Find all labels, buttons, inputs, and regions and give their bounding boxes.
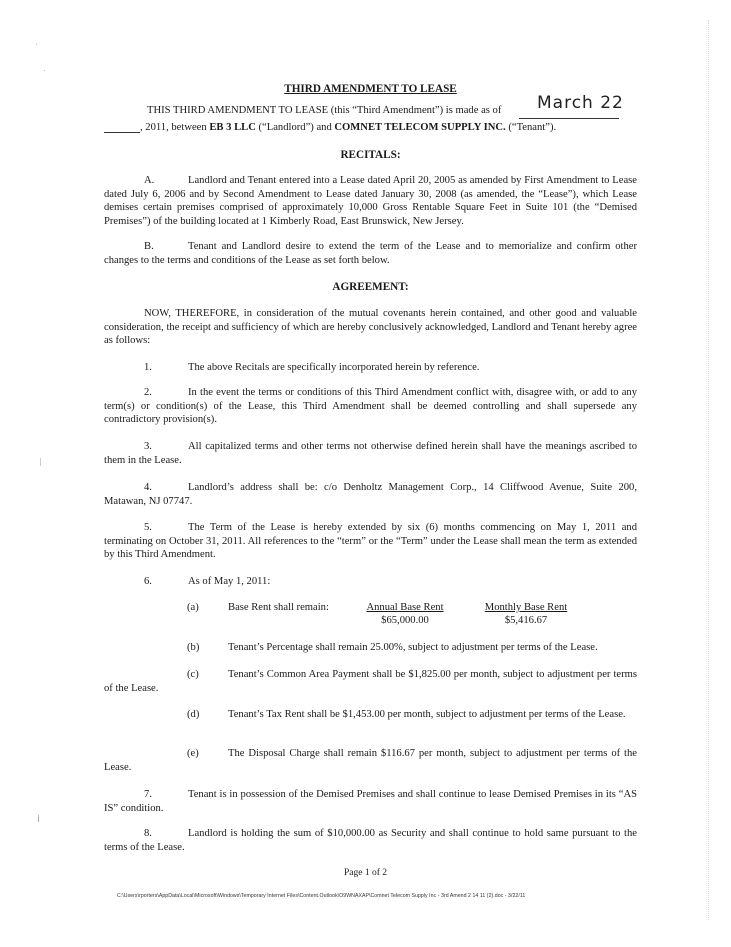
sub-item-text: Tenant’s Common Area Payment shall be $1,825.00 per month, subject to adjustment per terms of the Lease. (104, 669, 637, 694)
agreement-item-6 (104, 575, 637, 589)
agreement-item-2 (104, 386, 637, 427)
date-blank-line (519, 118, 619, 119)
agreement-intro (104, 307, 637, 348)
document-title: THIRD AMENDMENT TO LEASE (284, 83, 457, 95)
recital-a-label: A. (144, 175, 155, 186)
recital-b-text: Tenant and Landlord desire to extend the term of the Lease and to memorialize and confirm other changes to the terms and conditions of the Lease as set forth below. (104, 241, 637, 266)
intro-text-b-post: (“Tenant”). (505, 122, 557, 133)
item-text: Tenant is in possession of the Demised Premises and shall continue to lease Demised Premises in its “AS IS” condition. (104, 789, 637, 814)
item-text: Landlord’s address shall be: c/o Denholtz Management Corp., 14 Cliffwood Avenue, Suite 200, Matawan, NJ 07747. (104, 482, 637, 507)
landlord-name: EB 3 LLC (209, 122, 256, 133)
sub-item-d (104, 708, 637, 722)
page-number: Page 1 of 2 (343, 868, 387, 878)
scan-speck (44, 70, 45, 71)
item-text: All capitalized terms and other terms not otherwise defined herein shall have the meanings ascribed to them in the Lease. (104, 441, 637, 466)
item-number: 5. (144, 522, 152, 533)
file-path-footer: C:\Users\rporters\AppData\Local\Microsoft\Windows\Temporary Internet Files\Content.Outlook\O9WNAXAP\Comnet Telecom Supply Inc - 3rd Amend 2 14 11 (2).doc - 3/22/11 (117, 893, 526, 899)
agreement-intro-text: NOW, THEREFORE, in consideration of the mutual covenants herein contained, and other good and valuable consideration, the receipt and sufficiency of which are hereby conclusively acknowledged, Landlord and Tenant hereby agree as follows: (104, 308, 637, 347)
sub-item-text: Tenant’s Tax Rent shall be $1,453.00 per month, subject to adjustment per terms of the Lease. (228, 709, 626, 720)
sub-item-label: (d) (187, 709, 200, 720)
item-text: The Term of the Lease is hereby extended by six (6) months commencing on May 1, 2011 and terminating on October 31, 2011. All references to the “term” or the “Term” under the Lease shall mean the term as extended by this Third Amendment. (104, 522, 637, 561)
item-number: 6. (144, 576, 152, 587)
item-text: Landlord is holding the sum of $10,000.00 as Security and shall continue to hold same pursuant to the terms of the Lease. (104, 828, 637, 853)
item-number: 7. (144, 789, 152, 800)
sub-item-a-text: Base Rent shall remain: (228, 602, 329, 613)
scan-edge-line (708, 20, 709, 920)
item-text: In the event the terms or conditions of this Third Amendment conflict with, disagree with, or add to any term(s) or condition(s) of the Lease, this Third Amendment shall be deemed controlling and shall supersede any contradictory provision(s). (104, 387, 637, 426)
item-text: As of May 1, 2011: (188, 576, 271, 587)
intro-text-a: THIS THIRD AMENDMENT TO LEASE (this “Third Amendment”) is made as of (147, 105, 502, 116)
intro-text-b-pre: , 2011, between (140, 122, 210, 133)
sub-item-b-text: Tenant’s Percentage shall remain 25.00%, subject to adjustment per terms of the Lease. (228, 642, 598, 653)
tenant-name: COMNET TELECOM SUPPLY INC. (334, 122, 506, 133)
sub-item-label: (e) (187, 748, 199, 759)
recitals-heading: RECITALS: (340, 149, 401, 161)
item-number: 3. (144, 441, 152, 452)
date-blank-line-2 (104, 132, 140, 133)
recital-a (104, 174, 637, 228)
handwritten-date: March 22 (537, 93, 624, 113)
scan-speck (40, 458, 41, 466)
scan-speck (38, 815, 39, 822)
agreement-item-8 (104, 827, 637, 854)
item-number: 4. (144, 482, 152, 493)
item-text: The above Recitals are specifically incorporated herein by reference. (188, 362, 480, 373)
agreement-item-7 (104, 788, 637, 815)
item-number: 1. (144, 362, 152, 373)
agreement-item-1 (104, 361, 637, 375)
intro-line-2 (140, 121, 640, 135)
recital-b (104, 240, 637, 267)
annual-base-rent-value: $65,000.00 (381, 615, 429, 626)
agreement-item-5 (104, 521, 637, 562)
item-number: 2. (144, 387, 152, 398)
intro-text-b-mid: (“Landlord”) and (255, 122, 335, 133)
sub-item-a-label: (a) (187, 602, 199, 613)
recital-b-label: B. (144, 241, 154, 252)
sub-item-label: (c) (187, 669, 199, 680)
item-number: 8. (144, 828, 152, 839)
annual-base-rent-header: Annual Base Rent (366, 602, 444, 613)
recital-a-text: Landlord and Tenant entered into a Lease dated April 20, 2005 as amended by First Amendment to Lease dated July 6, 2006 and by Second Amendment to Lease dated January 30, 2008 (as amended, the “Lease”), which Lease demises certain premises comprised of approximately 10,000 Gross Rentable Square Feet in Suite 101 (the “Demised Premises”) of the building located at 1 Kimberly Road, East Brunswick, New Jersey. (104, 175, 637, 227)
sub-item-e (104, 747, 637, 774)
agreement-heading: AGREEMENT: (332, 281, 409, 293)
sub-item-c (104, 668, 637, 695)
sub-item-b-label: (b) (187, 642, 200, 653)
agreement-item-3 (104, 440, 637, 467)
monthly-base-rent-header: Monthly Base Rent (484, 602, 568, 613)
scan-speck (36, 44, 37, 45)
agreement-item-4 (104, 481, 637, 508)
sub-item-text: The Disposal Charge shall remain $116.67 per month, subject to adjustment per terms of the Lease. (104, 748, 637, 773)
monthly-base-rent-value: $5,416.67 (504, 615, 548, 626)
